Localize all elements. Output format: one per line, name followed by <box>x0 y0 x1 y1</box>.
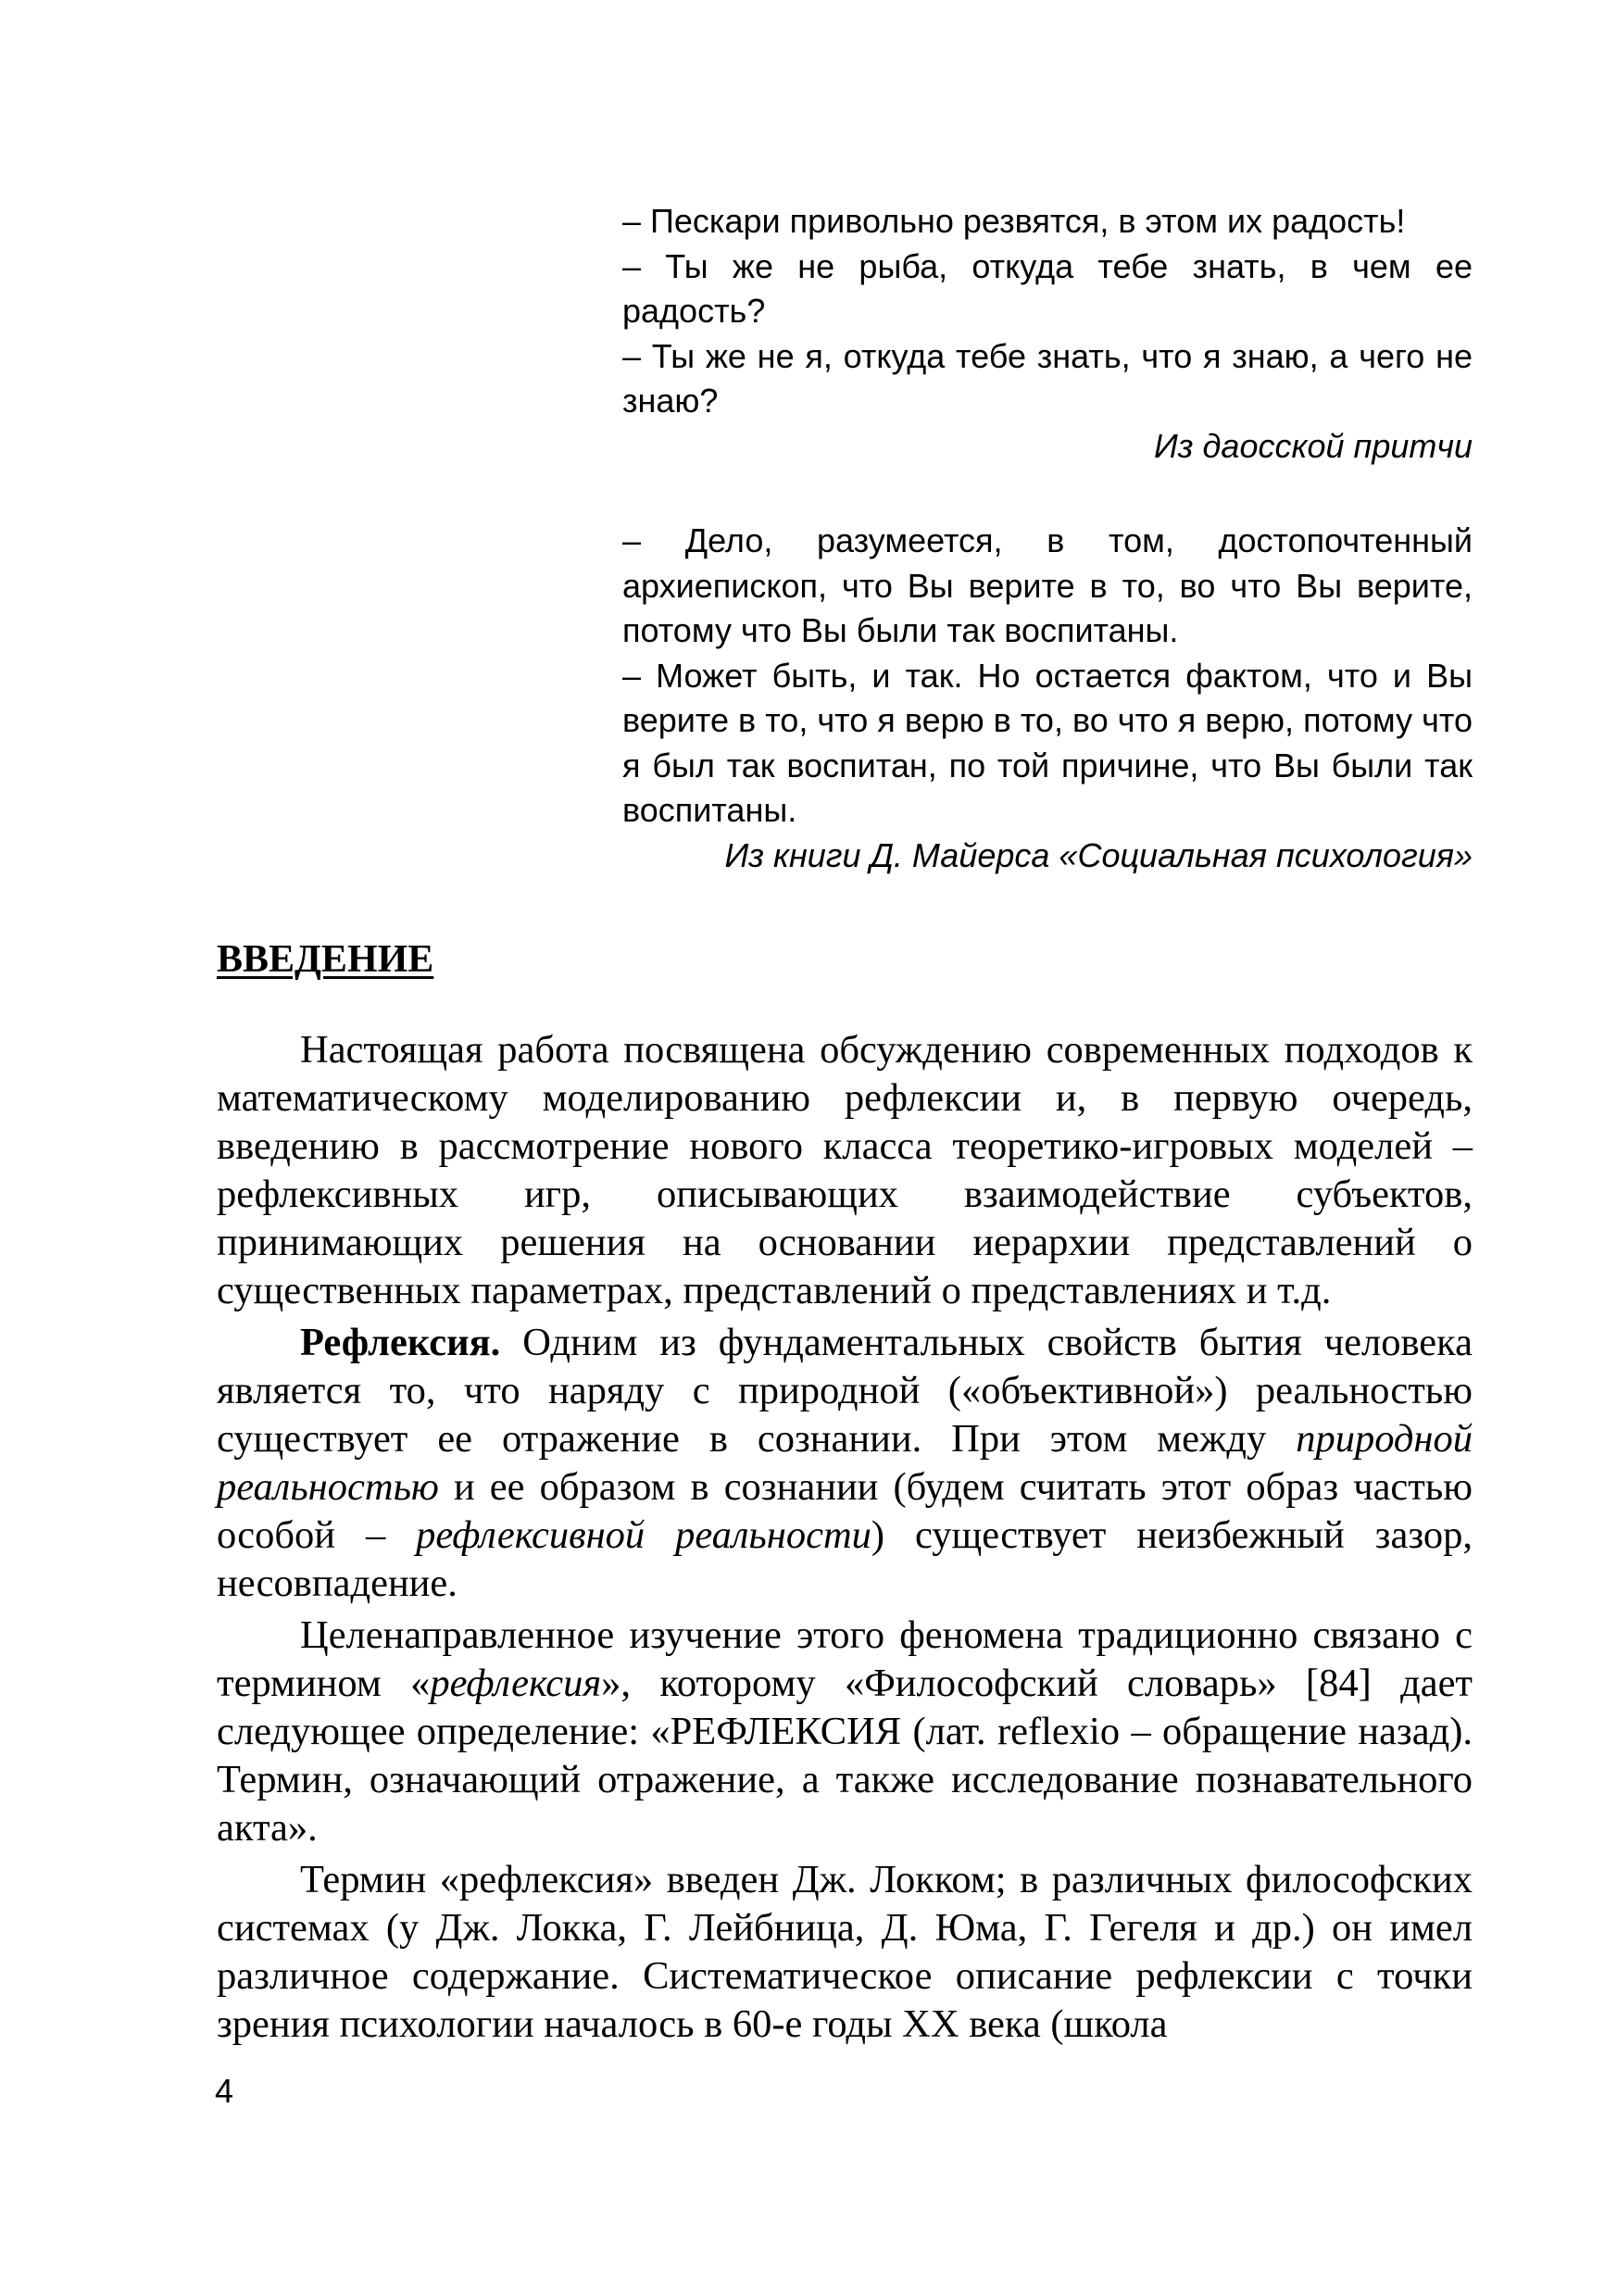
paragraph-definition <box>217 1612 1473 1852</box>
emphasis-natural-reality: природной реальностью <box>217 1417 1473 1509</box>
paragraph-text: », которому «Философский словарь» [84] дает следующее определение: «РЕФЛЕКСИЯ (лат. reflexio – обращение назад). Термин, означающий отражение, а также исследование познавательного акта». <box>217 1662 1473 1850</box>
section-heading: ВВЕДЕНИЕ <box>217 938 434 981</box>
paragraph-intro: Настоящая работа посвящена обсуждению современных подходов к математическому моделированию рефлексии и, в первую очередь, введению в рассмотрение нового класса теоретико-игровых моделей – рефлексивных игр, описывающих взаимодействие субъектов, принимающих решения на основании иерархии представлений о существенных параметрах, представлений о представлениях и т.д. <box>217 1028 1473 1312</box>
paragraph-reflection <box>217 1319 1473 1608</box>
term-reflection-bold: Рефлексия. <box>300 1321 501 1364</box>
paragraph-text: и ее образом в сознании (будем считать этот образ частью особой – <box>217 1465 1473 1557</box>
epigraph-line: – Может быть, и так. Но остается фактом, что и Вы верите в то, что я верю в то, во что я верю, потому что я был так воспитан, по той причине, что Вы были так воспитаны. <box>622 656 1473 829</box>
paragraph-text: Одним из фундаментальных свойств бытия человека является то, что наряду с природной («объективной») реальностью существует ее отражение в сознании. При этом между <box>217 1321 1473 1461</box>
paragraph-history: Термин «рефлексия» введен Дж. Локком; в различных философских системах (у Дж. Локка, Г. Лейбница, Д. Юма, Г. Гегеля и др.) он имел различное содержание. Систематическое описание рефлексии с точки зрения психологии началось в 60-е годы XX века (школа <box>217 1858 1473 2046</box>
emphasis-reflexive-reality: рефлексивной реальности <box>416 1513 871 1557</box>
paragraph-text: Целенаправленное изучение этого феномена традиционно связано с термином « <box>217 1613 1473 1705</box>
epigraph-source: Из даосской притчи <box>1154 426 1473 465</box>
emphasis-term-reflection: рефлексия <box>430 1662 602 1705</box>
epigraph-line: – Ты же не рыба, откуда тебе знать, в чем ее радость? <box>622 246 1473 330</box>
epigraph-daoist-parable <box>622 199 1473 469</box>
epigraph-myers-quote <box>622 519 1473 878</box>
epigraph-source: Из книги Д. Майерса «Социальная психология» <box>724 835 1473 874</box>
section-body <box>217 1026 1473 2052</box>
epigraph-line: – Ты же не я, откуда тебе знать, что я знаю, а чего не знаю? <box>622 336 1473 420</box>
epigraph-line: – Пескари привольно резвятся, в этом их радость! <box>622 202 1406 240</box>
page-number: 4 <box>215 2072 234 2110</box>
epigraph-line: – Дело, разумеется, в том, достопочтенный архиепископ, что Вы верите в то, во что Вы верите, потому что Вы были так воспитаны. <box>622 521 1473 649</box>
paragraph-text: ) существует неизбежный зазор, несовпадение. <box>217 1513 1473 1605</box>
